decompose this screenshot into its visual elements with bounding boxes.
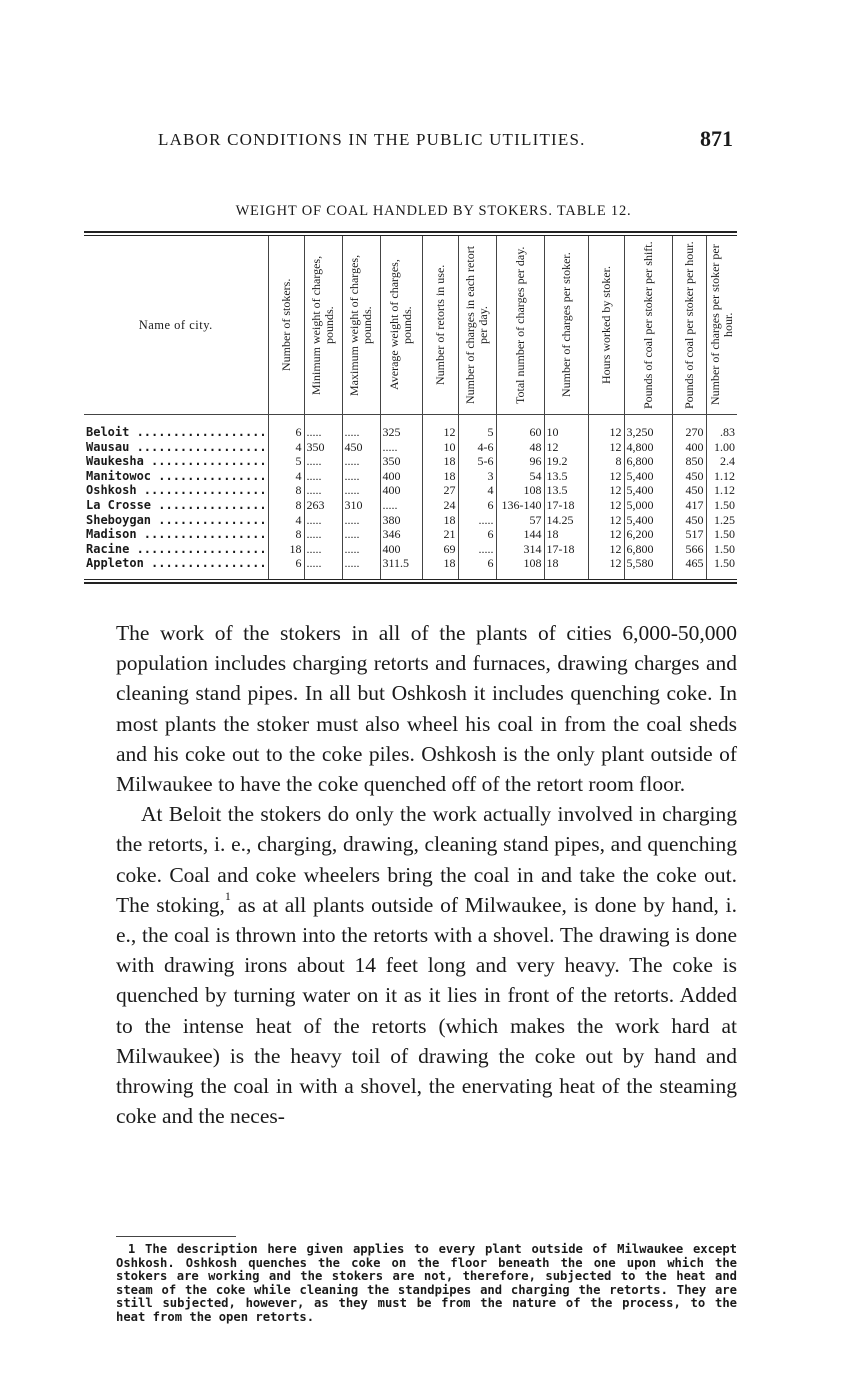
table-cell: .....	[304, 513, 342, 528]
table-cell: 450	[672, 483, 706, 498]
table-cell: 270	[672, 415, 706, 440]
table-cell: 5,400	[624, 483, 672, 498]
table-row	[84, 542, 737, 557]
table-row	[84, 556, 737, 579]
column-header	[496, 236, 544, 415]
table-cell: 8	[268, 527, 304, 542]
table-cell: .....	[304, 483, 342, 498]
column-header-city: Name of city.	[84, 236, 268, 415]
table-cell: 4	[268, 440, 304, 455]
table-cell: .....	[342, 513, 380, 528]
table-bottom-rule-thick	[84, 582, 737, 584]
table-cell: 1.00	[706, 440, 737, 455]
city-cell: Wausau ..................	[86, 439, 267, 454]
table-cell: 8	[588, 454, 624, 469]
column-header	[544, 236, 588, 415]
table-row	[84, 469, 737, 484]
footnote	[116, 1243, 737, 1325]
table-cell: 48	[496, 440, 544, 455]
column-header	[304, 236, 342, 415]
table-cell: 18	[422, 556, 458, 579]
table-cell: 17-18	[544, 498, 588, 513]
table-cell: 12	[588, 513, 624, 528]
table-cell: 17-18	[544, 542, 588, 557]
city-cell: Sheboygan ...............	[86, 512, 267, 527]
table-cell: 136-140	[496, 498, 544, 513]
table-cell: .....	[342, 527, 380, 542]
table-cell: .....	[458, 542, 496, 557]
column-header	[706, 236, 737, 415]
column-header	[268, 236, 304, 415]
table-cell: 12	[588, 483, 624, 498]
table-cell: 517	[672, 527, 706, 542]
paragraph-2-start: At Beloit the stokers do only the work actually involved in charging the retorts, i. e., charging, drawing, cleaning stand pipes, and quenching coke. Coal and coke wheelers bring the coal in and take the coke out. The stoking,	[116, 802, 737, 917]
table-cell: 24	[422, 498, 458, 513]
city-cell: Appleton ................	[86, 556, 267, 571]
table-cell: 54	[496, 469, 544, 484]
column-header-label: Number of charges per stoker.	[558, 252, 573, 398]
table-cell: 6,800	[624, 454, 672, 469]
table-cell: 325	[380, 415, 422, 440]
table-cell: 60	[496, 415, 544, 440]
table-cell: 13.5	[544, 483, 588, 498]
table-cell: 12	[588, 527, 624, 542]
table-cell: 18	[422, 454, 458, 469]
table-row	[84, 527, 737, 542]
column-header	[588, 236, 624, 415]
table-cell: 12	[588, 556, 624, 579]
table-cell: .....	[304, 542, 342, 557]
table-cell: 1.50	[706, 556, 737, 579]
table-cell: 6	[268, 415, 304, 440]
table-cell: 5,400	[624, 513, 672, 528]
table-cell: .83	[706, 415, 737, 440]
table-row	[84, 415, 737, 440]
table-cell: 450	[672, 513, 706, 528]
table-cell: .....	[304, 415, 342, 440]
table-cell: 21	[422, 527, 458, 542]
column-header-label: Number of charges in each retort per day.	[463, 245, 490, 405]
table-cell: 1.50	[706, 527, 737, 542]
table-cell: 1.25	[706, 513, 737, 528]
table-cell: 19.2	[544, 454, 588, 469]
table-cell: 57	[496, 513, 544, 528]
footnote-marker: 1	[128, 1242, 136, 1256]
coal-table	[84, 231, 737, 584]
table-row	[84, 483, 737, 498]
table-cell: 1.50	[706, 542, 737, 557]
table-cell: 5	[268, 454, 304, 469]
table-cell: 1.12	[706, 483, 737, 498]
table-cell: 311.5	[380, 556, 422, 579]
table-cell: 96	[496, 454, 544, 469]
footnote-rule	[116, 1236, 236, 1237]
table-cell: .....	[380, 440, 422, 455]
running-title: LABOR CONDITIONS IN THE PUBLIC UTILITIES.	[158, 130, 586, 149]
table-cell: 400	[380, 483, 422, 498]
table-row	[84, 454, 737, 469]
table-cell: 380	[380, 513, 422, 528]
city-cell: Manitowoc ...............	[86, 468, 267, 483]
column-header	[422, 236, 458, 415]
stokers-table	[84, 236, 737, 579]
city-cell: Madison .................	[86, 527, 267, 542]
column-header-label: Hours worked by stoker.	[598, 266, 613, 384]
table-cell: 5,000	[624, 498, 672, 513]
table-row	[84, 513, 737, 528]
table-cell: 465	[672, 556, 706, 579]
column-header-label: Number of retorts in use.	[432, 264, 447, 386]
city-cell: Waukesha ................	[86, 454, 267, 469]
table-cell: 12	[422, 415, 458, 440]
table-cell: .....	[380, 498, 422, 513]
city-cell: La Crosse ...............	[86, 497, 267, 512]
table-cell: 1.12	[706, 469, 737, 484]
table-cell: 4,800	[624, 440, 672, 455]
table-cell: 12	[588, 542, 624, 557]
table-cell: .....	[342, 415, 380, 440]
column-header-label: Average weight of charges, pounds.	[387, 259, 414, 391]
table-cell: .....	[304, 454, 342, 469]
table-cell: 4	[268, 469, 304, 484]
table-cell: 3	[458, 469, 496, 484]
table-cell: 417	[672, 498, 706, 513]
table-cell: 8	[268, 483, 304, 498]
table-cell: 69	[422, 542, 458, 557]
table-cell: 12	[588, 415, 624, 440]
column-header	[342, 236, 380, 415]
table-cell: 400	[672, 440, 706, 455]
table-cell: 6,200	[624, 527, 672, 542]
table-cell: .....	[304, 469, 342, 484]
table-cell: 400	[380, 542, 422, 557]
table-cell: 400	[380, 469, 422, 484]
table-cell: 18	[422, 513, 458, 528]
table-cell: 2.4	[706, 454, 737, 469]
running-head	[0, 126, 867, 156]
table-cell: .....	[458, 513, 496, 528]
table-row	[84, 498, 737, 513]
column-header-label: Maximum weight of charges, pounds.	[347, 254, 374, 396]
table-cell: 5,400	[624, 469, 672, 484]
table-cell: 108	[496, 483, 544, 498]
table-cell: 18	[544, 527, 588, 542]
table-cell: 6	[268, 556, 304, 579]
body-text	[116, 618, 737, 1131]
table-cell: 27	[422, 483, 458, 498]
table-cell: 18	[544, 556, 588, 579]
table-bottom-rule	[84, 579, 737, 580]
table-cell: 12	[588, 469, 624, 484]
table-cell: 5,580	[624, 556, 672, 579]
table-cell: 4	[268, 513, 304, 528]
paragraph-2	[116, 799, 737, 1131]
table-cell: .....	[342, 542, 380, 557]
table-cell: 18	[422, 469, 458, 484]
table-cell: 12	[588, 440, 624, 455]
table-cell: 144	[496, 527, 544, 542]
column-header-label: Total number of charges per day.	[512, 246, 527, 404]
column-header	[624, 236, 672, 415]
column-header	[672, 236, 706, 415]
table-cell: .....	[342, 454, 380, 469]
table-cell: 6,800	[624, 542, 672, 557]
table-body	[84, 415, 737, 579]
table-cell: 8	[268, 498, 304, 513]
footnote-text: The description here given applies to every plant outside of Milwaukee except Oshkosh. Oshkosh quenches the coke on the floor beneath the one upon which the stokers are working and the stokers are not, therefore, subjected to the heat and steam of the coke while cleaning the standpipes and charging the retorts. They are still subjected, however, as they must be from the nature of the process, to the heat from the open retorts.	[116, 1242, 737, 1324]
table-cell: .....	[342, 556, 380, 579]
table-cell: 3,250	[624, 415, 672, 440]
table-cell: 4-6	[458, 440, 496, 455]
table-cell: 10	[422, 440, 458, 455]
table-cell: 310	[342, 498, 380, 513]
table-cell: .....	[342, 483, 380, 498]
table-cell: 263	[304, 498, 342, 513]
table-cell: 13.5	[544, 469, 588, 484]
table-cell: 10	[544, 415, 588, 440]
page-number: 871	[700, 126, 733, 151]
table-cell: 6	[458, 498, 496, 513]
paragraph-2-end: as at all plants outside of Milwaukee, is done by hand, i. e., the coal is thrown into the retorts with a shovel. The drawing is done with drawing irons about 14 feet long and very heavy. The coke is quenched by turning water on it as it lies in front of the retorts. Added to the intense heat of the retorts (which makes the work hard at Milwaukee) is the heavy toil of drawing the coke out by hand and throwing the coal in with a shovel, the enervating heat of the steaming coke and the neces-	[116, 892, 738, 1129]
table-cell: 5	[458, 415, 496, 440]
table-cell: 1.50	[706, 498, 737, 513]
column-header	[458, 236, 496, 415]
table-title: WEIGHT OF COAL HANDLED BY STOKERS. TABLE 12.	[235, 203, 632, 219]
city-cell: Beloit ..................	[86, 425, 267, 439]
footnote-reference[interactable]: 1	[224, 888, 231, 903]
column-header-label: Minimum weight of charges, pounds.	[309, 255, 336, 395]
table-cell: .....	[342, 469, 380, 484]
table-cell: .....	[304, 527, 342, 542]
table-cell: 566	[672, 542, 706, 557]
table-cell: 5-6	[458, 454, 496, 469]
column-header-label: Pounds of coal per stoker per hour.	[681, 241, 696, 409]
table-cell: 12	[544, 440, 588, 455]
table-cell: 14.25	[544, 513, 588, 528]
table-cell: 450	[672, 469, 706, 484]
table-cell: 18	[268, 542, 304, 557]
table-header-row	[84, 236, 737, 415]
column-header-label: Number of stokers.	[278, 278, 293, 372]
city-cell: Racine ..................	[86, 541, 267, 556]
column-header-label: Pounds of coal per stoker per shift.	[640, 241, 655, 409]
table-cell: 6	[458, 527, 496, 542]
table-cell: 4	[458, 483, 496, 498]
paragraph-1: The work of the stokers in all of the plants of cities 6,000-50,000 population includes charging retorts and furnaces, drawing charges and cleaning stand pipes. In all but Oshkosh it includes quenching coke. In most plants the stoker must also wheel his coal in from the coal sheds and his coke out to the coke piles. Oshkosh is the only plant outside of Milwaukee to have the coke quenched off of the retort room floor.	[116, 621, 737, 797]
table-cell: 850	[672, 454, 706, 469]
table-row	[84, 440, 737, 455]
table-cell: 350	[304, 440, 342, 455]
table-cell: .....	[304, 556, 342, 579]
table-cell: 346	[380, 527, 422, 542]
city-cell: Oshkosh .................	[86, 483, 267, 498]
table-cell: 12	[588, 498, 624, 513]
table-cell: 314	[496, 542, 544, 557]
column-header	[380, 236, 422, 415]
table-cell: 350	[380, 454, 422, 469]
column-header-label: Number of charges per stoker per hour.	[707, 244, 735, 406]
table-cell: 6	[458, 556, 496, 579]
table-cell: 108	[496, 556, 544, 579]
table-cell: 450	[342, 440, 380, 455]
